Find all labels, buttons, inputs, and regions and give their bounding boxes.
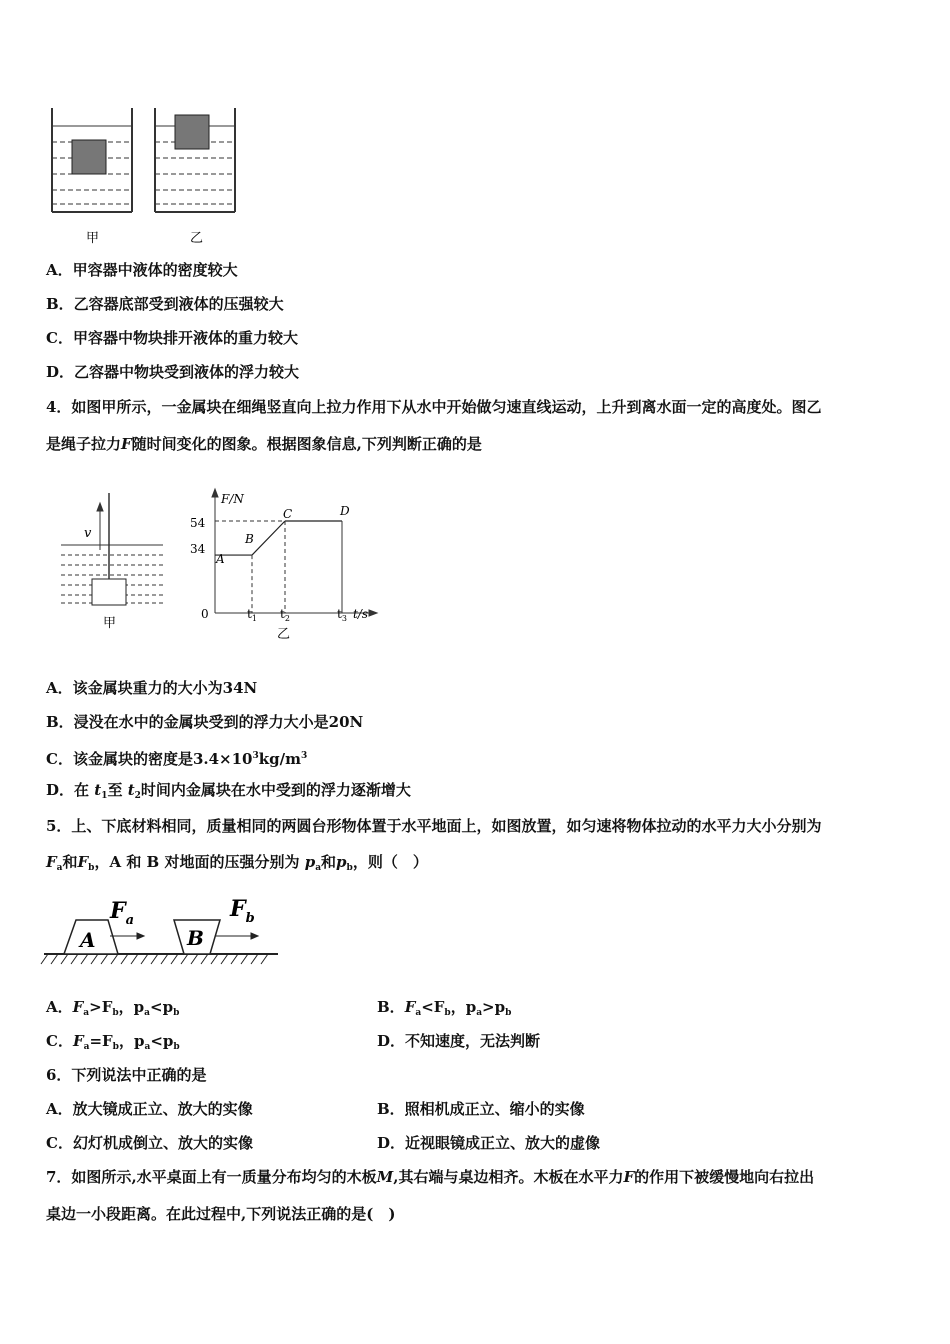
q5-sub: b — [173, 1042, 180, 1052]
q5-option-label: C． — [46, 1032, 73, 1050]
q4-option-d-mid: 至 — [107, 781, 123, 799]
q5-var: F — [46, 853, 57, 871]
q4-v-label: v — [84, 526, 92, 541]
q6-stem: 6．下列说法中正确的是 — [46, 1066, 207, 1084]
q5-stem-line1: 5．上、下底材料相同，质量相同的两圆台形物体置于水平地面上，如图放置，如匀速将物体拉动的水平力大小分别为 — [46, 817, 822, 835]
q5-sub: b — [88, 863, 95, 873]
ground-hatch — [101, 954, 108, 964]
q4-y-axis-label: F/N — [221, 492, 244, 506]
q7-text: 7．如图所示,水平桌面上有一质量分布均匀的木板 — [46, 1168, 377, 1186]
q5-ground — [41, 954, 278, 964]
q5-label-b: B — [187, 926, 204, 950]
q4-option-d-t2-sub: 2 — [134, 791, 141, 801]
q5-option-text: >p — [482, 998, 506, 1016]
q4-tick-34: 34 — [190, 542, 206, 556]
q5-sub: b — [444, 1008, 451, 1018]
q5-sub: a — [83, 1042, 90, 1052]
label-jia: 甲 — [86, 231, 100, 246]
q5-sub: b — [173, 1008, 180, 1018]
q4-jia-label: 甲 — [103, 616, 117, 631]
q5-option-d: D．不知速度，无法判断 — [377, 1032, 541, 1050]
q3-option-b: B．乙容器底部受到液体的压强较大 — [46, 295, 284, 313]
q4-stem-text: 随时间变化的图象。根据图象信息,下列判断正确的是 — [131, 435, 482, 453]
q5-option-c — [46, 1031, 180, 1057]
q7-var-m: M — [376, 1168, 394, 1186]
q3-option-a: A．甲容器中液体的密度较大 — [46, 261, 238, 279]
q5-option-text: =F — [89, 1032, 113, 1050]
ground-hatch — [201, 954, 208, 964]
q4-option-d-post: 时间内金属块在水中受到的浮力逐渐增大 — [140, 781, 411, 799]
q4-stem-line2 — [46, 434, 482, 454]
q4-chart-marks — [215, 521, 342, 613]
q5-sub: a — [476, 1008, 483, 1018]
q5-var: p — [336, 853, 347, 871]
ground-hatch — [131, 954, 138, 964]
q5-sub: a — [83, 1008, 90, 1018]
ground-hatch — [231, 954, 238, 964]
q4-point-b: B — [245, 532, 254, 546]
ground-hatch — [161, 954, 168, 964]
q4-point-c: C — [283, 507, 293, 521]
q6-option-d: D．近视眼镜成正立、放大的虚像 — [377, 1134, 601, 1152]
q3-option-d: D．乙容器中物块受到液体的浮力较大 — [46, 363, 300, 381]
q4-yi-label: 乙 — [277, 627, 291, 642]
q5-stem-line2 — [46, 852, 428, 878]
q3-containers-figure — [40, 100, 250, 250]
q4-option-d — [46, 780, 411, 806]
q4-figure — [55, 485, 385, 645]
q6-option-b: B．照相机成正立、缩小的实像 — [377, 1100, 585, 1118]
q5-option-a — [46, 997, 179, 1023]
q4-tick-t1: $t_1$ — [247, 607, 257, 623]
ground-hatch — [241, 954, 248, 964]
q4-origin: 0 — [201, 607, 209, 621]
q6-option-c: C．幻灯机成倒立、放大的实像 — [46, 1134, 253, 1152]
q5-label-a: A — [80, 928, 96, 952]
ground-hatch — [181, 954, 188, 964]
q5-arrow-b — [216, 933, 258, 939]
q7-stem-line2: 桌边一小段距离。在此过程中,下列说法正确的是( ) — [46, 1205, 396, 1223]
q4-option-b: B．浸没在水中的金属块受到的浮力大小是20N — [46, 713, 364, 731]
ground-hatch — [261, 954, 268, 964]
q6-option-a: A．放大镜成正立、放大的实像 — [46, 1100, 253, 1118]
q5-sub: b — [112, 1008, 119, 1018]
q5-sub: a — [315, 863, 322, 873]
q5-label-fb: $F_b$ — [230, 896, 255, 926]
container-yi — [155, 108, 235, 212]
q5-sub: a — [144, 1008, 150, 1018]
q5-sub: a — [415, 1008, 422, 1018]
q4-option-d-text: D．在 — [46, 781, 90, 799]
q4-x-axis-label: t/s — [353, 607, 369, 621]
q4-option-c-sup2: 3 — [300, 751, 308, 761]
q5-var: F — [72, 998, 84, 1016]
ground-hatch — [91, 954, 98, 964]
q5-var: F — [72, 1032, 84, 1050]
q4-segment-BC — [252, 521, 285, 555]
q5-var: F — [404, 998, 416, 1016]
q7-text: ,其右端与桌边相齐。木板在水平力 — [393, 1168, 624, 1186]
q4-option-c-sup: 3 — [252, 751, 259, 761]
q5-sub: b — [346, 863, 353, 873]
q5-option-text: <F — [421, 998, 445, 1016]
q5-sub: a — [144, 1042, 151, 1052]
ground-hatch — [41, 954, 48, 964]
q5-option-text: ，p — [118, 998, 145, 1016]
q5-option-text: <p — [150, 1032, 174, 1050]
q4-water-diagram — [61, 493, 163, 605]
label-yi: 乙 — [190, 231, 204, 246]
ground-hatch — [211, 954, 218, 964]
q4-option-d-t1-sub: 1 — [101, 791, 108, 801]
q5-figure — [40, 890, 290, 975]
ground-hatch — [51, 954, 58, 964]
q5-label-fa: $F_a$ — [110, 898, 135, 928]
q5-option-b — [377, 997, 511, 1023]
q3-option-c: C．甲容器中物块排开液体的重力较大 — [46, 329, 298, 347]
ground-hatch — [221, 954, 228, 964]
q4-point-d: D — [340, 504, 350, 518]
q5-option-text: ，p — [118, 1032, 145, 1050]
q5-var: p — [304, 853, 316, 871]
q4-point-a: A — [216, 552, 225, 566]
q5-sub: a — [56, 863, 63, 873]
q7-stem-line1 — [46, 1167, 814, 1187]
q4-option-a: A．该金属块重力的大小为34N — [46, 679, 258, 697]
q7-var-f: F — [623, 1168, 635, 1186]
q5-option-label: B． — [377, 998, 405, 1016]
q5-text: ，则（ ） — [352, 853, 428, 871]
q5-option-text: ，p — [450, 998, 477, 1016]
q4-graph — [212, 489, 377, 616]
ground-hatch — [61, 954, 68, 964]
q5-text: 和 — [321, 853, 337, 871]
q5-option-text: >F — [89, 998, 113, 1016]
q5-arrow-a — [110, 933, 144, 939]
q4-option-d-t2: t — [127, 781, 135, 799]
q4-option-c — [46, 746, 307, 769]
container-jia — [52, 108, 132, 212]
q5-option-label: A． — [46, 998, 73, 1016]
ground-hatch — [121, 954, 128, 964]
q5-var: F — [77, 853, 89, 871]
q7-text: 的作用下被缓慢地向右拉出 — [634, 1168, 815, 1186]
q5-option-text: <p — [150, 998, 174, 1016]
q4-stem-text: 是绳子拉力 — [46, 435, 122, 453]
q4-tick-54: 54 — [190, 516, 206, 530]
ground-hatch — [81, 954, 88, 964]
q4-var-f: F — [121, 435, 132, 453]
q5-text: 和 — [62, 853, 78, 871]
q4-stem-line1: 4．如图甲所示，一金属块在细绳竖直向上拉力作用下从水中开始做匀速直线运动，上升到离水面一定的高度处。图乙 — [46, 398, 822, 416]
q4-option-d-t1: t — [94, 781, 102, 799]
ground-hatch — [171, 954, 178, 964]
ground-hatch — [71, 954, 78, 964]
q4-option-c-unit: kg/m — [258, 750, 301, 768]
ground-hatch — [251, 954, 258, 964]
q4-tick-t3: $t_3$ — [337, 607, 347, 623]
q4-tick-t2: $t_2$ — [280, 607, 290, 623]
ground-hatch — [141, 954, 148, 964]
ground-hatch — [111, 954, 118, 964]
ground-hatch — [191, 954, 198, 964]
q4-option-c-text: C．该金属块的密度是3.4×10 — [46, 750, 253, 768]
q5-text: ，A 和 B 对地面的压强分别为 — [94, 853, 300, 871]
q5-sub: b — [112, 1042, 119, 1052]
ground-hatch — [151, 954, 158, 964]
q5-sub: b — [505, 1008, 512, 1018]
